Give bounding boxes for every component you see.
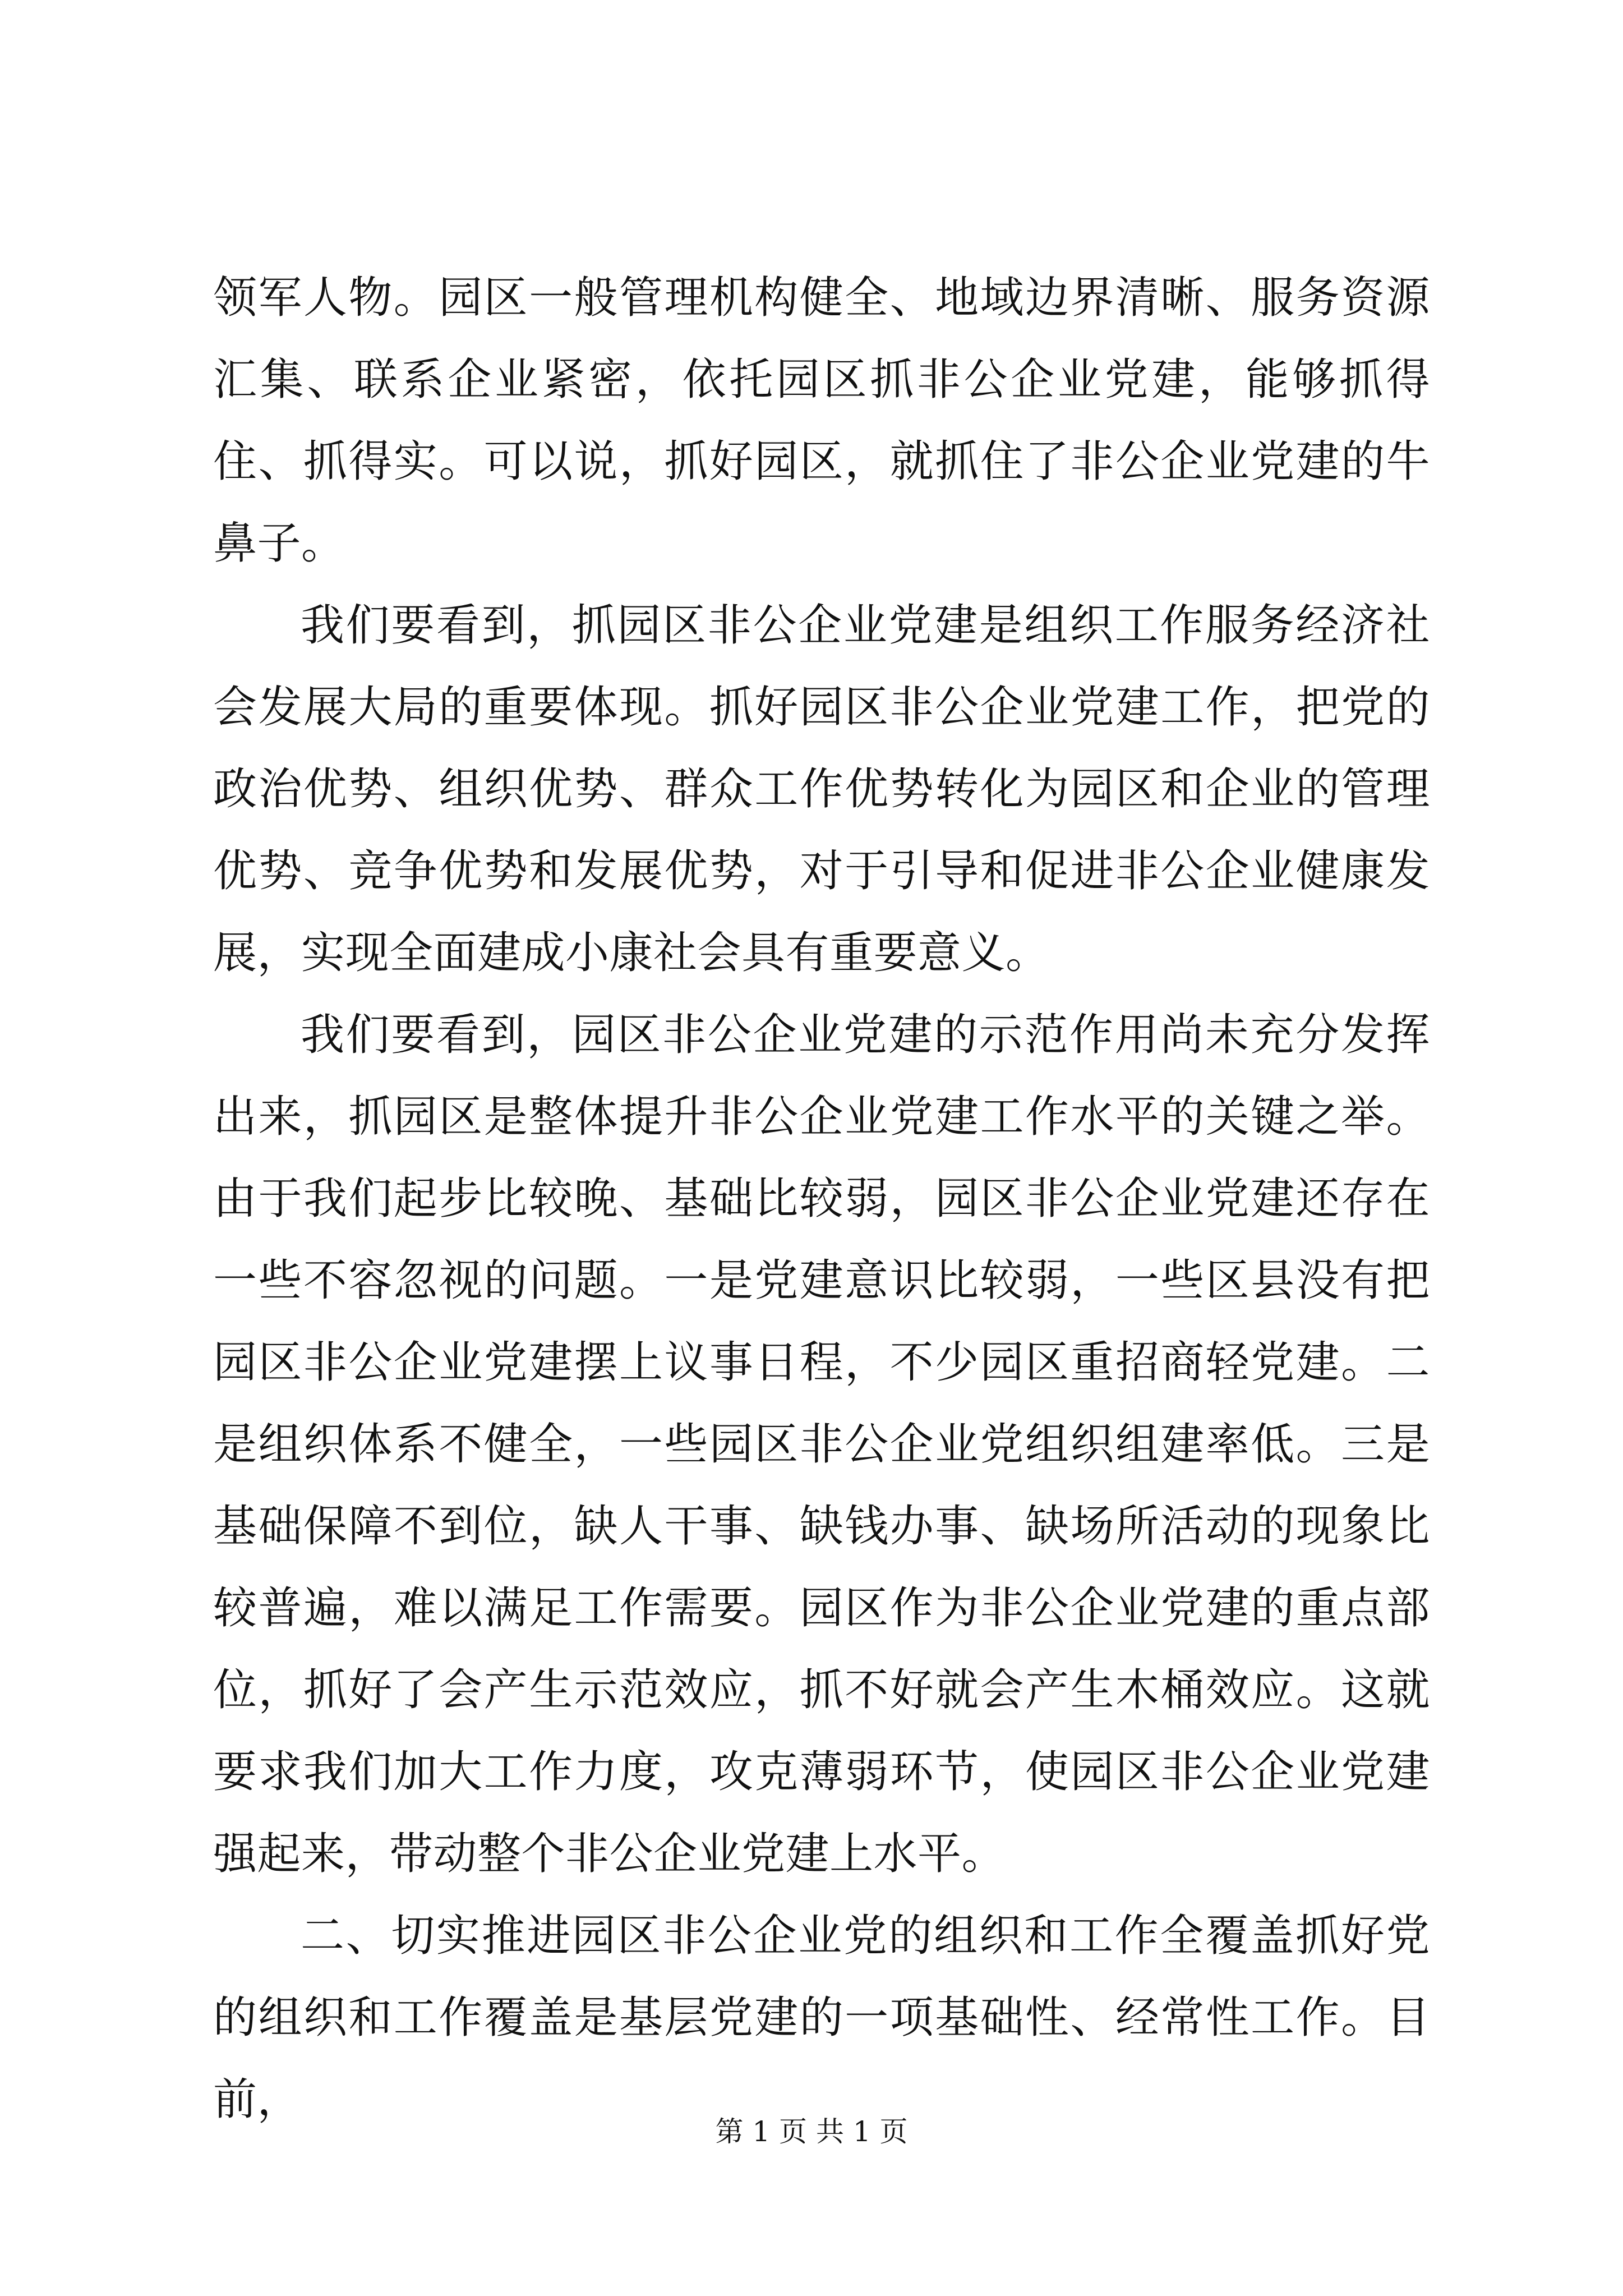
page-footer: 第 1 页 共 1 页 [715,2115,908,2148]
paragraph-demonstration-role: 我们要看到，园区非公企业党建的示范作用尚未充分发挥出来，抓园区是整体提升非公企业党建工作水平的关键之举。由于我们起步比较晚、基础比较弱，园区非公企业党建还存在一些不容忽视的问题。一是党建意识比较弱，一些区县没有把园区非公企业党建摆上议事日程，不少园区重招商轻党建。二是组织体系不健全，一些园区非公企业党组织组建率低。三是基础保障不到位，缺人干事、缺钱办事、缺场所活动的现象比较普遍，难以满足工作需要。园区作为非公企业党建的重点部位，抓好了会产生示范效应，抓不好就会产生木桶效应。这就要求我们加大工作力度，攻克薄弱环节，使园区非公企业党建强起来，带动整个非公企业党建上水平。 [213,1010,1430,1879]
paragraph-continuation: 领军人物。园区一般管理机构健全、地域边界清晰、服务资源汇集、联系企业紧密，依托园区抓非公企业党建，能够抓得住、抓得实。可以说，抓好园区，就抓住了非公企业党建的牛鼻子。 [213,273,1430,569]
document-body [213,257,1430,2141]
paragraph-section-two: 二、切实推进园区非公企业党的组织和工作全覆盖抓好党的组织和工作覆盖是基层党建的一项基础性、经常性工作。目前， [213,1911,1430,2125]
paragraph-economic-development: 我们要看到，抓园区非公企业党建是组织工作服务经济社会发展大局的重要体现。抓好园区非公企业党建工作，把党的政治优势、组织优势、群众工作优势转化为园区和企业的管理优势、竞争优势和发展优势，对于引导和促进非公企业健康发展，实现全面建成小康社会具有重要意义。 [213,600,1430,978]
